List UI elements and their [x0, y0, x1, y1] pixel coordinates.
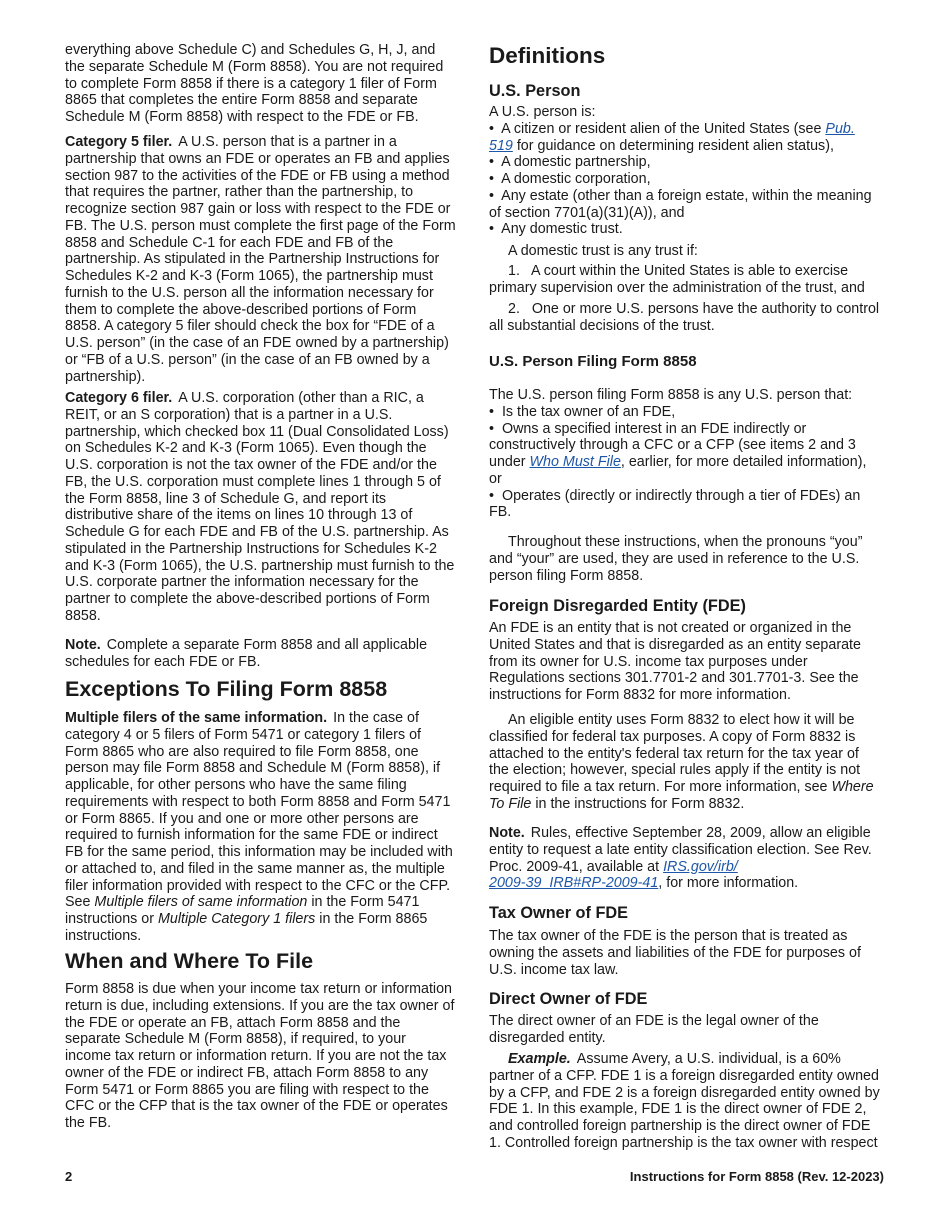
footer-doc-title: Instructions for Form 8858 (Rev. 12-2023) — [629, 1169, 884, 1184]
fde-heading: Foreign Disregarded Entity (FDE) — [489, 597, 746, 615]
us-person-heading: U.S. Person — [489, 82, 581, 100]
us-person-text-2: for guidance on determining resident alien status), • A domestic partnership, • A domestic corporation, • Any estate (other than a foreign estate, within the meaning of section 7701(a)(31)(A)), and • Any domestic trust. — [489, 137, 872, 238]
multiple-filers-text-2: in the Form 5471 instructions or — [65, 894, 420, 927]
eligible-text-2: in the instructions for Form 8832. — [531, 795, 745, 812]
filing-text: The U.S. person filing Form 8858 is any U.S. person that: • Is the tax owner of an FDE, • Owns a specified interest in an FDE indirectly or constructively through a CFC or a CFP (see items 2 and 3 under — [489, 387, 856, 470]
us-person-text: A U.S. person is: • A citizen or resident alien of the United States (see — [489, 104, 822, 137]
note-lead: Note. — [65, 637, 101, 653]
right-note-text: Rules, effective September 28, 2009, allow an eligible entity to request a late entity classification election. See Rev. Proc. 2009-41, available at — [489, 825, 872, 875]
page-number: 2 — [65, 1169, 73, 1184]
category-5-lead: Category 5 filer. — [65, 134, 173, 150]
example-lead: Example. — [508, 1051, 571, 1067]
domestic-trust-text: A domestic trust is any trust if: — [508, 243, 698, 259]
trust-condition-1: 1. A court within the United States is able to exercise primary supervision over the administration of the trust, and — [489, 263, 865, 296]
filing-heading: U.S. Person Filing Form 8858 — [489, 353, 697, 370]
multiple-filers-text: In the case of category 4 or 5 filers of Form 5471 or category 1 filers of Form 8865 who are also required to file Form 8858, one person may file Form 8858 and Schedule M (Form 8858), if applicable, for other persons who have the same filing requirements with respect to both Form 8858 and Form 5471 or Form 8865. If you and one or more other persons are required to furnish information for the same FDE or indirect FB for the same period, this information may be included with or attached to, and filed in the same manner as, the multiple filer information provided with respect to the CFC or the CFP. See — [65, 710, 453, 911]
category-6-text: A U.S. corporation (other than a RIC, a REIT, or an S corporation) that is a partner in a U.S. partnership, which checked box 11 (Dual Consolidated Loss) on Schedules K-2 and K-3 (Form 1065). Even though the U.S. corporation is not the tax owner of the FDE and/or the FB, the U.S. corporation must complete lines 1 through 5 of the Form 8858, line 3 of Schedule G, and report its distributive share of the items on lines 10 through 13 of Schedule G for each FDE and FB of the U.S. partnership. As stipulated in the Partnership Instructions for Schedules K-2 and K-3 (Form 1065), the U.S. partnership must furnish to the U.S. corporate partner the information necessary for the partner to complete the above-described portions of Form 8858. — [65, 390, 455, 624]
when-where-heading: When and Where To File — [65, 949, 314, 973]
multiple-filers-ref-2: Multiple Category 1 filers — [157, 911, 316, 927]
multiple-filers-ref-1: Multiple filers of same information — [94, 894, 308, 911]
when-where-paragraph: Form 8858 is due when your income tax return or information return is due, including extensions. If you are the tax owner of the FDE or operate an FB, attach Form 8858 and the separate Schedule M (Form 8858), if required, to your income tax return or information return. If you are not the tax owner of the FDE or indirect FB, attach Form 8858 to any Form 5471 or Form 8865 you are filing with respect to the CFC or the CFP that is the tax owner of the FDE or operates the FB. — [65, 981, 455, 1131]
intro-paragraph: everything above Schedule C) and Schedules G, H, J, and the separate Schedule M (Form 8858). You are not required to complete Form 8858 if there is a category 1 filer of Form 8865 that completes the entire Form 8858 and separate Schedule M (Form 8858) with respect to the FDE or FB. — [65, 42, 444, 125]
definitions-heading: Definitions — [489, 43, 606, 68]
filing-list — [489, 387, 866, 521]
multiple-filers-lead: Multiple filers of the same information. — [65, 710, 328, 726]
where-to-file-ref: Where To File — [489, 779, 874, 812]
example-paragraph — [489, 1051, 880, 1152]
who-must-file-link[interactable]: Who Must File — [529, 454, 621, 470]
direct-owner-paragraph: The direct owner of an FDE is the legal owner of the disregarded entity. — [489, 1013, 819, 1046]
us-person-list — [489, 104, 872, 238]
multiple-filers-text-3: in the Form 8865 instructions. — [65, 911, 428, 944]
fde-paragraph: An FDE is an entity that is not created or organized in the United States and that is disregarded as an entity separate from its owner for U.S. income tax purposes under Regulations sections 301.7701-2 and 301.7701-3. See the instructions for Form 8832 for more information. — [489, 620, 861, 703]
right-note-lead: Note. — [489, 825, 525, 841]
eligible-text: An eligible entity uses Form 8832 to elect how it will be classified for federal tax purposes. A copy of Form 8832 is attached to the entity's federal tax return for the tax year of the election; however, special rules apply if the entity is not required to file a tax return. For more information, see — [489, 712, 861, 795]
note-text: Complete a separate Form 8858 and all applicable schedules for each FDE or FB. — [65, 637, 428, 670]
tax-owner-paragraph: The tax owner of the FDE is the person that is treated as owning the assets and liabilities of the FDE for purposes of U.S. income tax law. — [489, 928, 861, 978]
trust-condition-2: 2. One or more U.S. persons have the authority to control all substantial decisions of the trust. — [489, 301, 880, 334]
direct-owner-heading: Direct Owner of FDE — [489, 990, 648, 1008]
eligible-entity-paragraph — [489, 712, 874, 813]
note-paragraph — [65, 637, 427, 671]
irs-gov-link[interactable]: IRS.gov/irb/ 2009-39_IRB#RP-2009-41 — [489, 858, 738, 892]
throughout-paragraph: Throughout these instructions, when the pronouns “you” and “your” are used, they are used in reference to the U.S. person filing Form 8858. — [489, 534, 863, 584]
category-6-lead: Category 6 filer. — [65, 390, 173, 406]
filing-text-2: , earlier, for more detailed information), or • Operates (directly or indirectly through a tier of FDEs) an FB. — [489, 454, 867, 521]
example-text: Assume Avery, a U.S. individual, is a 60% partner of a CFP. FDE 1 is a foreign disregarded entity owned by a CFP, and FDE 2 is a foreign disregarded entity owned by FDE 1. In this example, FDE 1 is the direct owner of FDE 2, and controlled foreign partnership is the direct owner of FDE 1. Controlled foreign partnership is the tax owner with respect — [489, 1051, 880, 1151]
category-6-paragraph — [65, 390, 454, 625]
pub-519-link[interactable]: Pub. 519 — [489, 120, 855, 154]
tax-owner-heading: Tax Owner of FDE — [489, 904, 629, 922]
right-note-text-2: , for more information. — [658, 875, 799, 892]
category-5-text: A U.S. person that is a partner in a partnership that owns an FDE or operates an FB and applies section 987 to the activities of the FDE or FB using a method that requires the partner, rather than the partnership, to recognize section 987 gain or loss with respect to the FDE or FB. The U.S. person must complete the first page of the Form 8858 and Schedule C-1 for each FDE and FB of the partnership. As stipulated in the Partnership Instructions for Schedules K-2 and K-3 (Form 1065), the partnership must furnish to the U.S. person all the information necessary for them to complete the above-described portions of Form 8858. A category 5 filer should check the box for “FDE of a U.S. person” (in the case of an FDE owned by a partnership) or “FB of a U.S. person” (in the case of an FB owned by a partnership). — [65, 134, 456, 385]
multiple-filers-paragraph — [65, 710, 453, 945]
exceptions-heading: Exceptions To Filing Form 8858 — [65, 677, 388, 701]
category-5-paragraph — [65, 134, 456, 385]
right-note-paragraph — [489, 825, 872, 892]
